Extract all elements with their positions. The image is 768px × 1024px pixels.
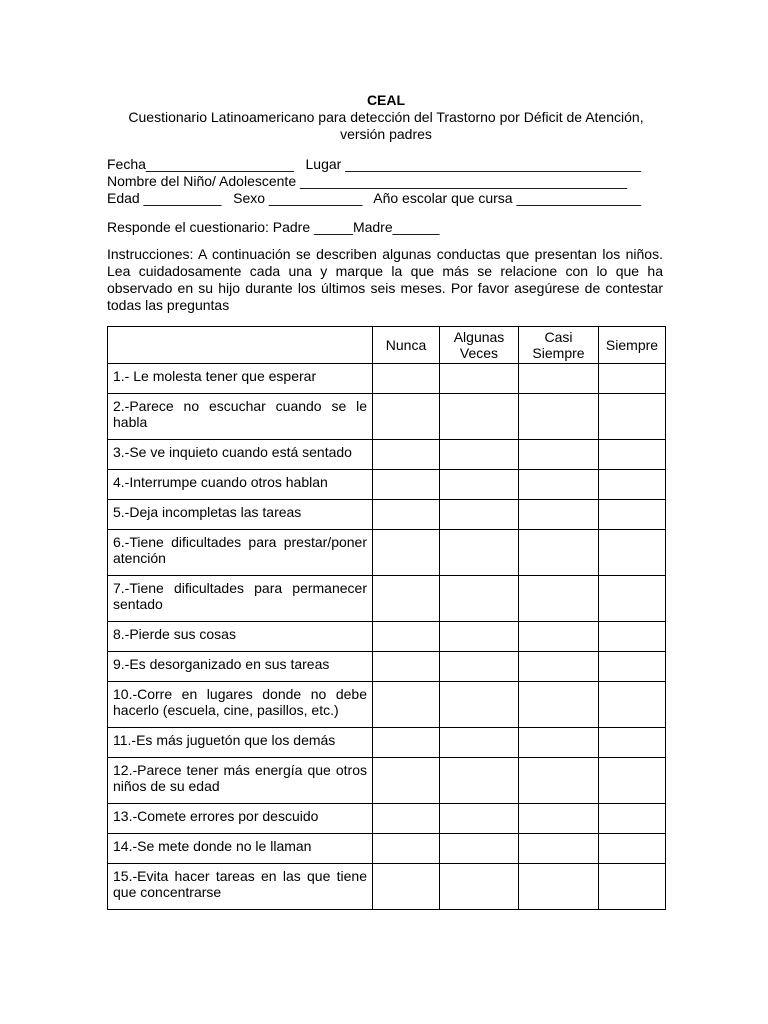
header-casi-siempre: Casi Siempre	[519, 327, 599, 364]
answer-cell-algunas-veces[interactable]	[440, 394, 519, 440]
field-responde[interactable]: Responde el cuestionario: Padre _____Madre______	[107, 219, 440, 235]
answer-cell-algunas-veces[interactable]	[440, 682, 519, 728]
question-text: 9.-Es desorganizado en sus tareas	[108, 652, 373, 682]
table-row	[108, 652, 666, 682]
answer-cell-siempre[interactable]	[599, 470, 666, 500]
table-row	[108, 622, 666, 652]
answer-cell-algunas-veces[interactable]	[440, 728, 519, 758]
question-text: 12.-Parece tener más energía que otros niños de su edad	[108, 758, 373, 804]
table-row	[108, 804, 666, 834]
answer-cell-siempre[interactable]	[599, 576, 666, 622]
answer-cell-nunca[interactable]	[373, 804, 440, 834]
answer-cell-casi-siempre[interactable]	[519, 440, 599, 470]
question-text: 14.-Se mete donde no le llaman	[108, 834, 373, 864]
table-row	[108, 364, 666, 394]
answer-cell-algunas-veces[interactable]	[440, 804, 519, 834]
answer-cell-siempre[interactable]	[599, 834, 666, 864]
answer-cell-algunas-veces[interactable]	[440, 500, 519, 530]
answer-cell-algunas-veces[interactable]	[440, 470, 519, 500]
header-nunca: Nunca	[373, 327, 440, 364]
answer-cell-casi-siempre[interactable]	[519, 682, 599, 728]
table-row	[108, 758, 666, 804]
answer-cell-casi-siempre[interactable]	[519, 394, 599, 440]
answer-cell-casi-siempre[interactable]	[519, 500, 599, 530]
question-text: 5.-Deja incompletas las tareas	[108, 500, 373, 530]
answer-cell-nunca[interactable]	[373, 864, 440, 910]
answer-cell-algunas-veces[interactable]	[440, 530, 519, 576]
answer-cell-nunca[interactable]	[373, 394, 440, 440]
answer-cell-nunca[interactable]	[373, 758, 440, 804]
answer-cell-algunas-veces[interactable]	[440, 622, 519, 652]
answer-cell-nunca[interactable]	[373, 500, 440, 530]
answer-cell-nunca[interactable]	[373, 834, 440, 864]
question-text: 15.-Evita hacer tareas en las que tiene que concentrarse	[108, 864, 373, 910]
question-text: 4.-Interrumpe cuando otros hablan	[108, 470, 373, 500]
field-edad-sexo-ano[interactable]: Edad __________ Sexo ____________ Año escolar que cursa ________________	[107, 190, 642, 206]
answer-cell-casi-siempre[interactable]	[519, 364, 599, 394]
document-subtitle: Cuestionario Latinoamericano para detección del Trastorno por Déficit de Atención,	[128, 109, 644, 125]
answer-cell-algunas-veces[interactable]	[440, 758, 519, 804]
answer-cell-algunas-veces[interactable]	[440, 576, 519, 622]
document-title: CEAL	[366, 92, 406, 108]
question-text: 1.- Le molesta tener que esperar	[108, 364, 373, 394]
answer-cell-siempre[interactable]	[599, 758, 666, 804]
table-header-row	[108, 327, 666, 364]
table-row	[108, 834, 666, 864]
field-nombre[interactable]: Nombre del Niño/ Adolescente __________________________________________	[107, 173, 628, 189]
answer-cell-nunca[interactable]	[373, 576, 440, 622]
answer-cell-nunca[interactable]	[373, 682, 440, 728]
table-row	[108, 394, 666, 440]
answer-cell-siempre[interactable]	[599, 500, 666, 530]
table-row	[108, 864, 666, 910]
answer-cell-nunca[interactable]	[373, 530, 440, 576]
field-fecha-lugar[interactable]: Fecha___________________ Lugar ______________________________________	[107, 156, 642, 172]
answer-cell-casi-siempre[interactable]	[519, 470, 599, 500]
answer-cell-nunca[interactable]	[373, 728, 440, 758]
answer-cell-siempre[interactable]	[599, 652, 666, 682]
answer-cell-siempre[interactable]	[599, 622, 666, 652]
question-text: 10.-Corre en lugares donde no debe hacerlo (escuela, cine, pasillos, etc.)	[108, 682, 373, 728]
table-row	[108, 728, 666, 758]
question-text: 7.-Tiene dificultades para permanecer sentado	[108, 576, 373, 622]
table-row	[108, 576, 666, 622]
answer-cell-algunas-veces[interactable]	[440, 834, 519, 864]
answer-cell-siempre[interactable]	[599, 530, 666, 576]
answer-cell-algunas-veces[interactable]	[440, 440, 519, 470]
answer-cell-casi-siempre[interactable]	[519, 652, 599, 682]
table-row	[108, 470, 666, 500]
table-row	[108, 682, 666, 728]
answer-cell-algunas-veces[interactable]	[440, 864, 519, 910]
table-row	[108, 440, 666, 470]
header-question-cell	[108, 327, 373, 364]
answer-cell-siempre[interactable]	[599, 440, 666, 470]
question-text: 13.-Comete errores por descuido	[108, 804, 373, 834]
header-algunas-veces: Algunas Veces	[440, 327, 519, 364]
title-block	[107, 92, 665, 143]
answer-cell-casi-siempre[interactable]	[519, 576, 599, 622]
answer-cell-siempre[interactable]	[599, 804, 666, 834]
questionnaire-table	[107, 326, 666, 910]
answer-cell-casi-siempre[interactable]	[519, 804, 599, 834]
question-text: 3.-Se ve inquieto cuando está sentado	[108, 440, 373, 470]
table-row	[108, 500, 666, 530]
document-subtitle-version: versión padres	[340, 126, 432, 142]
answer-cell-nunca[interactable]	[373, 652, 440, 682]
answer-cell-casi-siempre[interactable]	[519, 530, 599, 576]
answer-cell-casi-siempre[interactable]	[519, 834, 599, 864]
instructions-paragraph: Instrucciones: A continuación se describen algunas conductas que presentan los niños. Lea cuidadosamente cada una y marque la que más se relacione con lo que ha observado en su hijo durante los últimos seis meses. Por favor asegúrese de contestar todas las preguntas	[107, 246, 663, 313]
answer-cell-nunca[interactable]	[373, 622, 440, 652]
answer-cell-siempre[interactable]	[599, 682, 666, 728]
answer-cell-casi-siempre[interactable]	[519, 864, 599, 910]
header-siempre: Siempre	[599, 327, 666, 364]
question-text: 6.-Tiene dificultades para prestar/poner atención	[108, 530, 373, 576]
answer-cell-nunca[interactable]	[373, 364, 440, 394]
answer-cell-algunas-veces[interactable]	[440, 652, 519, 682]
answer-cell-algunas-veces[interactable]	[440, 364, 519, 394]
answer-cell-siempre[interactable]	[599, 394, 666, 440]
answer-cell-casi-siempre[interactable]	[519, 728, 599, 758]
answer-cell-nunca[interactable]	[373, 440, 440, 470]
table-row	[108, 530, 666, 576]
answer-cell-casi-siempre[interactable]	[519, 758, 599, 804]
answer-cell-siempre[interactable]	[599, 728, 666, 758]
question-text: 11.-Es más juguetón que los demás	[108, 728, 373, 758]
question-text: 8.-Pierde sus cosas	[108, 622, 373, 652]
question-text: 2.-Parece no escuchar cuando se le habla	[108, 394, 373, 440]
answer-cell-casi-siempre[interactable]	[519, 622, 599, 652]
answer-cell-siempre[interactable]	[599, 364, 666, 394]
answer-cell-siempre[interactable]	[599, 864, 666, 910]
answer-cell-nunca[interactable]	[373, 470, 440, 500]
